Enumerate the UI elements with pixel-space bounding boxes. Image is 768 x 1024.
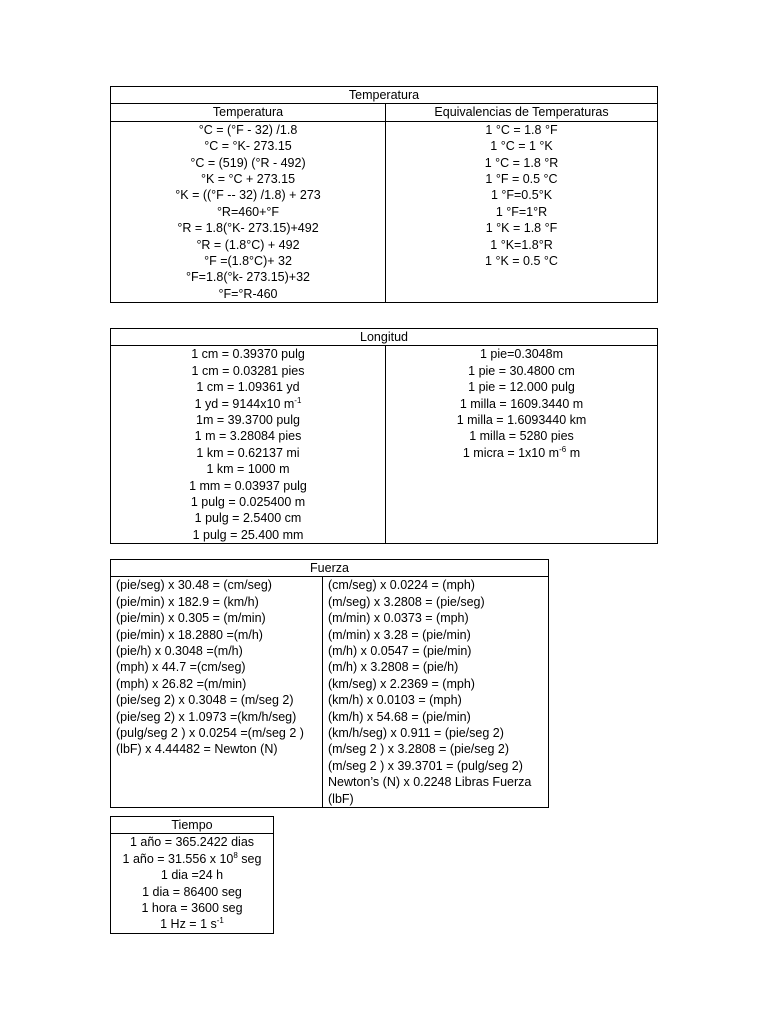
temp-equivalence: 1 °F = 0.5 °C: [485, 172, 558, 187]
force-title: Fuerza: [111, 560, 549, 577]
length-row: 1 milla = 1609.3440 m: [459, 396, 584, 411]
length-row: 1 m = 3.28084 pies: [194, 429, 302, 444]
length-row: 1 pie=0.3048m: [479, 347, 564, 362]
temp-formula: °F =(1.8°C)+ 32: [204, 254, 292, 269]
force-row: (m/seg) x 3.2808 = (pie/seg): [328, 594, 485, 609]
length-col2: [386, 346, 658, 544]
time-row-ano-text: 1 año = 31.556 x 10: [122, 851, 234, 866]
temp-equivalence: 1 °F=0.5°K: [490, 188, 553, 203]
force-row: (pie/h) x 0.3048 =(m/h): [116, 644, 243, 659]
length-row: 1 cm = 1.09361 yd: [196, 380, 300, 395]
length-row: 1 pulg = 0.025400 m: [190, 495, 306, 510]
temp-equivalence: 1 °C = 1.8 °F: [485, 122, 558, 137]
length-row: 1 cm = 0.39370 pulg: [191, 347, 305, 362]
length-row: 1 km = 0.62137 mi: [196, 445, 300, 460]
time-row: 1 hora = 3600 seg: [141, 901, 243, 916]
temp-formula: °C = °K- 273.15: [204, 139, 292, 154]
time-row-ano-suffix: seg: [237, 851, 262, 866]
force-table: [110, 559, 549, 808]
temp-formula: °F=°R-460: [218, 286, 278, 301]
force-row: (mph) x 44.7 =(cm/seg): [116, 660, 246, 675]
time-table: [110, 816, 274, 934]
length-row: 1 milla = 1.6093440 km: [456, 413, 587, 428]
time-row-hz: [111, 916, 273, 932]
time-row-hz-text: 1 Hz = 1 s: [160, 917, 217, 932]
temp-equivalence: 1 °K = 1.8 °F: [485, 221, 558, 236]
temperature-formulas: [111, 121, 386, 302]
temp-formula: °R = (1.8°C) + 492: [196, 237, 300, 252]
force-row: (m/h) x 0.0547 = (pie/min): [328, 644, 472, 659]
force-row: (m/min) x 0.0373 = (mph): [328, 611, 469, 626]
length-row-micra-exp: -6: [559, 444, 567, 454]
length-row-micra: [386, 445, 657, 461]
force-row: (pie/seg 2) x 1.0973 =(km/h/seg): [116, 709, 297, 724]
length-row: 1 pie = 12.000 pulg: [468, 380, 575, 395]
temp-equivalence: 1 °K=1.8°R: [490, 237, 553, 252]
temp-equivalence: 1 °F=1°R: [495, 204, 548, 219]
force-row: (cm/seg) x 0.0224 = (mph): [328, 578, 475, 593]
force-row: (pie/min) x 182.9 = (km/h): [116, 594, 259, 609]
time-rows: [111, 834, 274, 933]
temperature-col2-header: Equivalencias de Temperaturas: [386, 104, 658, 121]
force-row: (km/h) x 54.68 = (pie/min): [328, 709, 471, 724]
length-row: 1 milla = 5280 pies: [469, 429, 574, 444]
force-row: (m/h) x 3.2808 = (pie/h): [328, 660, 459, 675]
force-row: (pie/min) x 18.2880 =(m/h): [116, 627, 263, 642]
temp-formula: °C = (°F - 32) /1.8: [198, 122, 298, 137]
temperature-equivalences: [386, 121, 658, 302]
length-row-yd-exp: -1: [294, 395, 302, 405]
force-row: (m/seg 2 ) x 39.3701 = (pulg/seg 2): [328, 758, 523, 773]
length-row: 1 pulg = 25.400 mm: [192, 527, 304, 542]
temperature-col1-header: Temperatura: [111, 104, 386, 121]
temp-equivalence: 1 °K = 0.5 °C: [485, 254, 558, 269]
time-row: 1 dia =24 h: [160, 868, 224, 883]
temp-formula: °C = (519) (°R - 492): [190, 155, 306, 170]
temp-equivalence: 1 °C = 1 °K: [490, 139, 553, 154]
force-row: (pie/min) x 0.305 = (m/min): [116, 611, 266, 626]
length-table: [110, 328, 658, 544]
time-row-hz-exp: -1: [216, 916, 224, 926]
length-row: 1 km = 1000 m: [206, 462, 290, 477]
time-row-ano-exp: 8: [233, 850, 238, 860]
time-row: 1 dia = 86400 seg: [142, 884, 242, 899]
force-row: (m/min) x 3.28 = (pie/min): [328, 627, 471, 642]
length-row-yd: [111, 396, 385, 412]
length-title: Longitud: [111, 329, 658, 346]
temp-formula: °R=460+°F: [216, 204, 280, 219]
force-row: (km/seg) x 2.2369 = (mph): [328, 676, 475, 691]
length-row: 1 pie = 30.4800 cm: [468, 363, 575, 378]
temp-formula: °R = 1.8(°K- 273.15)+492: [177, 221, 319, 236]
force-row: (m/seg 2 ) x 3.2808 = (pie/seg 2): [328, 742, 509, 757]
force-row: (km/h) x 0.0103 = (mph): [328, 693, 462, 708]
time-title: Tiempo: [111, 817, 274, 834]
length-row-yd-text: 1 yd = 9144x10 m: [194, 396, 295, 411]
temp-equivalence: 1 °C = 1.8 °R: [484, 155, 559, 170]
force-row: (pulg/seg 2 ) x 0.0254 =(m/seg 2 ): [116, 726, 304, 741]
force-row: (mph) x 26.82 =(m/min): [116, 676, 247, 691]
force-row: (lbF) x 4.44482 = Newton (N): [116, 742, 278, 757]
force-col1: [111, 577, 323, 808]
temperature-title: Temperatura: [111, 87, 658, 104]
length-col1: [111, 346, 386, 544]
temperature-table: [110, 86, 658, 303]
temp-formula: °K = °C + 273.15: [200, 172, 296, 187]
length-row: 1 pulg = 2.5400 cm: [194, 511, 302, 526]
length-row: 1 mm = 0.03937 pulg: [189, 478, 307, 493]
time-row: 1 año = 365.2422 dias: [129, 835, 255, 850]
length-row-micra-text: 1 micra = 1x10 m: [462, 445, 560, 460]
temp-formula: °F=1.8(°k- 273.15)+32: [186, 270, 310, 285]
force-row: Newton’s (N) x 0.2248 Libras Fuerza: [328, 775, 532, 790]
time-row-ano-seg: [111, 851, 273, 867]
force-col2: [323, 577, 549, 808]
length-row-micra-unit: m: [566, 445, 581, 460]
force-row: (km/h/seg) x 0.911 = (pie/seg 2): [328, 726, 504, 741]
temp-formula: °K = ((°F -- 32) /1.8) + 273: [175, 188, 321, 203]
force-row: (lbF): [328, 791, 354, 806]
length-row: 1m = 39.3700 pulg: [196, 413, 300, 428]
force-row: (pie/seg 2) x 0.3048 = (m/seg 2): [116, 693, 294, 708]
length-row: 1 cm = 0.03281 pies: [191, 363, 305, 378]
force-row: (pie/seg) x 30.48 = (cm/seg): [116, 578, 272, 593]
